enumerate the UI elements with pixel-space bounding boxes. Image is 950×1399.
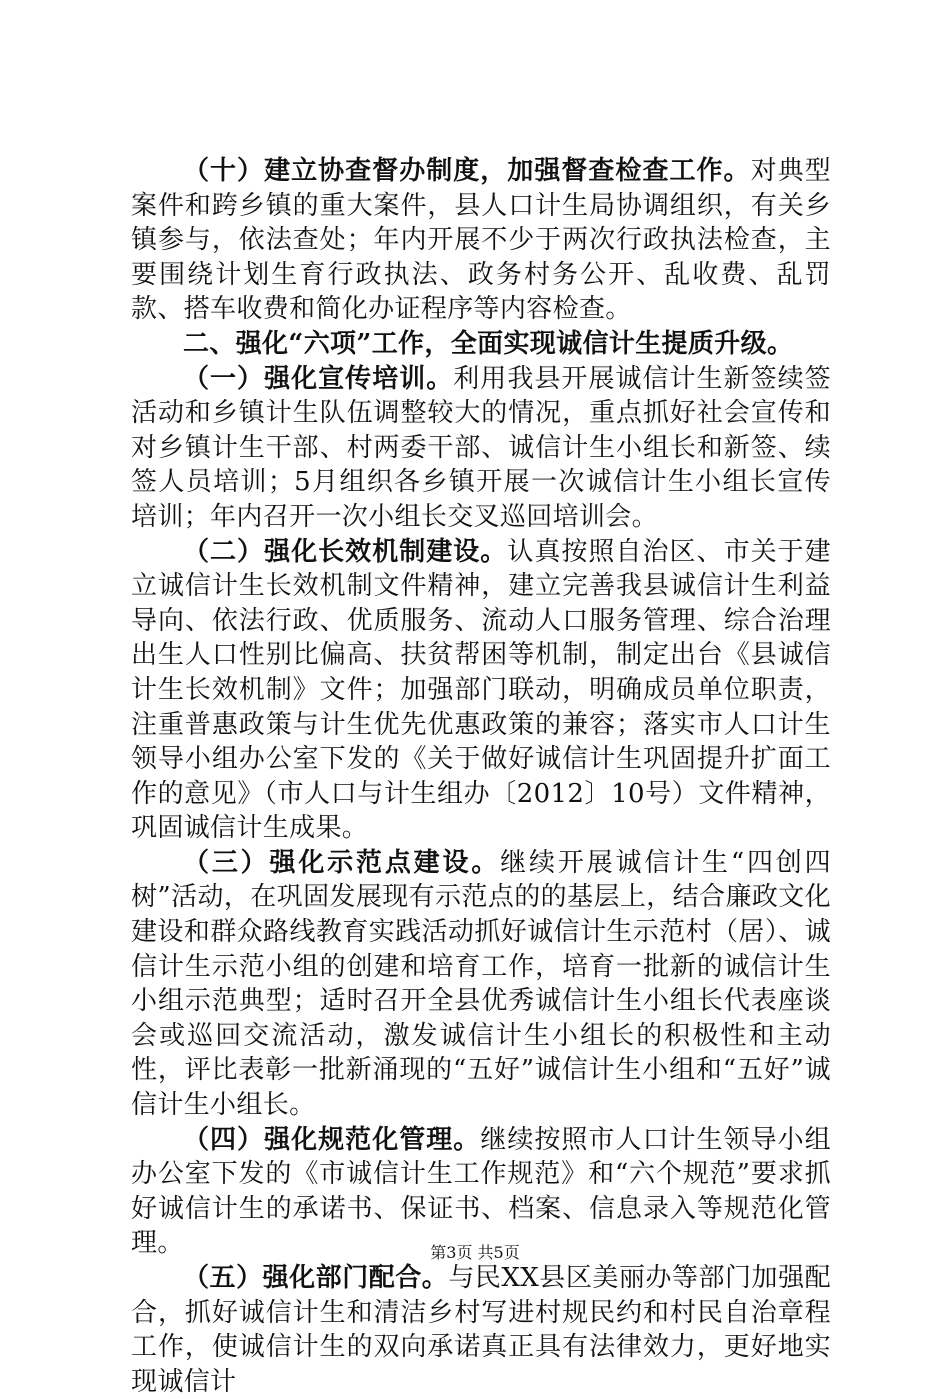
paragraph-lead: （五）强化部门配合。	[183, 1263, 449, 1293]
paragraph-body: 认真按照自治区、市关于建立诚信计生长效机制文件精神，建立完善我县诚信计生利益导向、依法行政、优质服务、流动人口服务管理、综合治理出生人口性别比偏高、扶贫帮困等机制，制定出台《县诚信计生长效机制》文件；加强部门联动，明确成员单位职责，注重普惠政策与计生优先优惠政策的兼容；落实市人口计生领导小组办公室下发的《关于做好诚信计生巩固提升扩面工作的意见》（市人口与计生组办〔2012〕10号）文件精神，巩固诚信计生成果。	[131, 536, 832, 844]
paragraph-lead: （四）强化规范化管理。	[183, 1124, 481, 1155]
paragraph-body: 继续按照市人口计生领导小组办公室下发的《市诚信计生工作规范》和“六个规范”要求抓好诚信计生的承诺书、保证书、档案、信息录入等规范化管理。	[131, 1124, 831, 1259]
paragraph-body: 对典型案件和跨乡镇的重大案件，县人口计生局协调组织，有关乡镇参与，依法查处；年内开展不少于两次行政执法检查，主要围绕计划生育行政执法、政务村务公开、乱收费、乱罚款、搭车收费和简化办证程序等内容检查。	[131, 156, 831, 325]
paragraph-lead: （三）强化示范点建设。	[183, 847, 501, 878]
paragraph-body: 与民XX县区美丽办等部门加强配合，抓好诚信计生和清洁乡村写进村规民约和村民自治章程工作，使诚信计生的双向承诺真正具有法律效力，更好地实现诚信计	[131, 1263, 831, 1397]
paragraph-1	[131, 362, 831, 535]
paragraph-lead: （十）建立协查督办制度，加强督查检查工作。	[183, 156, 751, 186]
paragraph-3	[131, 846, 831, 1123]
paragraph-body: 继续开展诚信计生“四创四树”活动，在巩固发展现有示范点的的基层上，结合廉政文化建设和群众路线教育实践活动抓好诚信计生示范村（居）、诚信计生示范小组的创建和培育工作，培育一批新的诚信计生小组示范典型；适时召开全县优秀诚信计生小组长代表座谈会或巡回交流活动，激发诚信计生小组长的积极性和主动性，评比表彰一批新涌现的“五好”诚信计生小组和“五好”诚信计生小组长。	[131, 847, 831, 1121]
paragraph-lead: （一）强化宣传培训。	[183, 363, 454, 394]
section-heading-2: 二、强化“六项”工作，全面实现诚信计生提质升级。	[183, 328, 794, 359]
paragraph-2	[131, 535, 831, 846]
paragraph-10	[131, 154, 831, 327]
document-body	[131, 154, 831, 1399]
paragraph-lead: （二）强化长效机制建设。	[183, 536, 508, 567]
page-number-footer: 第3页 共5页	[430, 1243, 520, 1262]
paragraph-body: 利用我县开展诚信计生新签续签活动和乡镇计生队伍调整较大的情况，重点抓好社会宣传和对乡镇计生干部、村两委干部、诚信计生小组长和新签、续签人员培训；5月组织各乡镇开展一次诚信计生小组长宣传培训；年内召开一次小组长交叉巡回培训会。	[131, 363, 831, 532]
paragraph-5	[131, 1261, 831, 1399]
